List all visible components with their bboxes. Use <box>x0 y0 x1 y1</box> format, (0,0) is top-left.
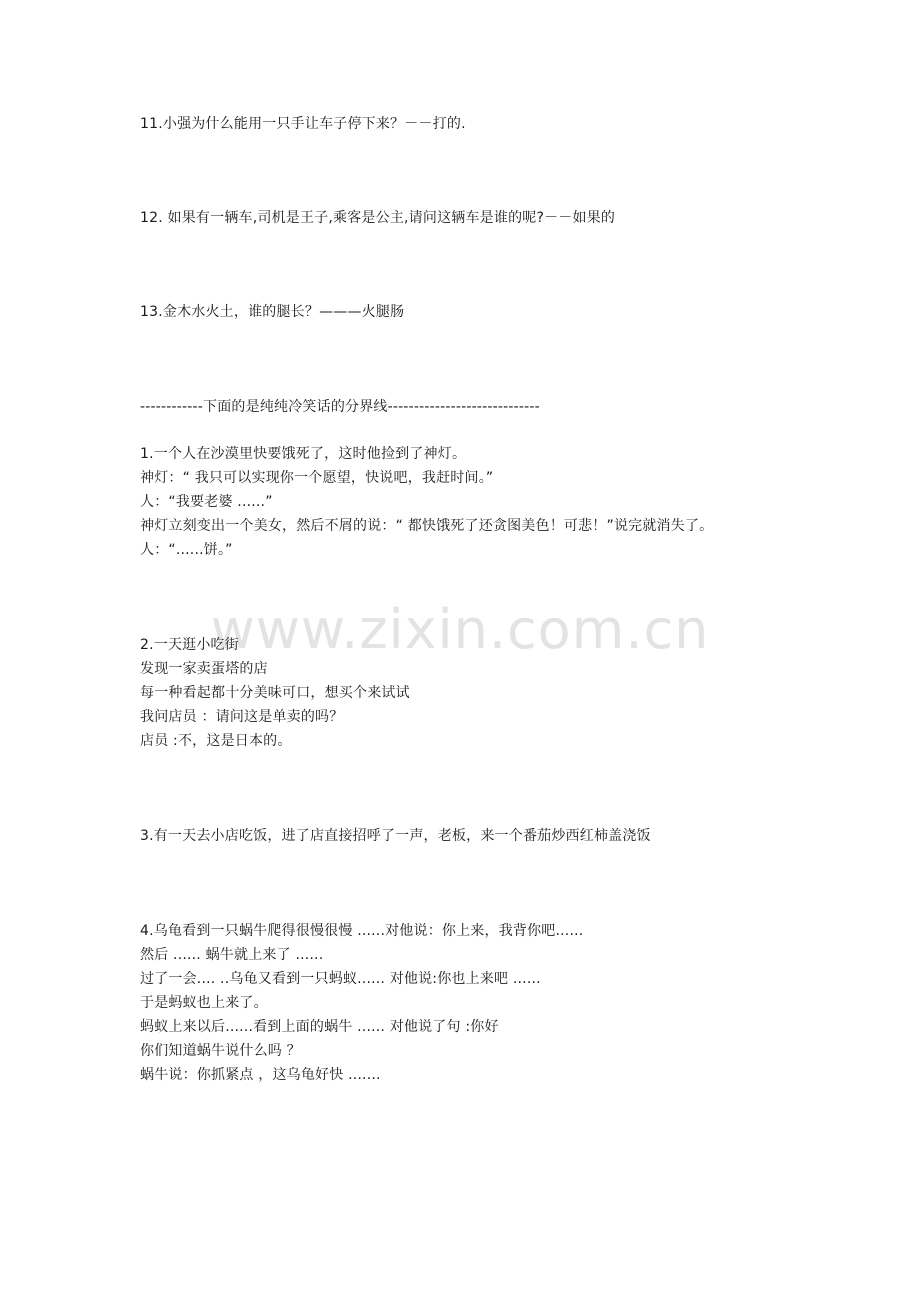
joke-4-line: 蚂蚁上来以后......看到上面的蜗牛 ...... 对他说了句 :你好 <box>140 1019 499 1035</box>
joke-4-line: 蜗牛说：你抓紧点 ，这乌龟好快 ....... <box>140 1067 381 1083</box>
joke-1-line: 人：“我要老婆 ......” <box>140 494 273 510</box>
joke-4-line: 于是蚂蚁也上来了。 <box>140 995 268 1011</box>
riddle-12: 12. 如果有一辆车,司机是王子,乘客是公主,请问这辆车是谁的呢?－－如果的 <box>140 210 616 226</box>
joke-2-line: 每一种看起都十分美味可口，想买个来试试 <box>140 685 410 701</box>
joke-4-line: 4.乌龟看到一只蜗牛爬得很慢很慢 ......对他说：你上来，我背你吧...... <box>140 923 584 939</box>
section-divider: ------------下面的是纯纯冷笑话的分界线----------------------------- <box>140 399 540 415</box>
riddle-11: 11.小强为什么能用一只手让车子停下来？－－打的. <box>140 116 466 132</box>
joke-4-line: 然后 ...... 蜗牛就上来了 ...... <box>140 947 324 963</box>
joke-1-line: 神灯：“ 我只可以实现你一个愿望，快说吧，我赶时间。” <box>140 470 494 486</box>
joke-4-line: 你们知道蜗牛说什么吗 ？ <box>140 1043 301 1059</box>
joke-2-line: 我问店员 ：请问这是单卖的吗？ <box>140 709 344 725</box>
watermark-text: www.zixin.com.cn <box>210 598 710 661</box>
joke-1-line: 神灯立刻变出一个美女，然后不屑的说：“ 都快饿死了还贪图美色！可悲！”说完就消失了。 <box>140 518 714 534</box>
joke-2-line: 发现一家卖蛋塔的店 <box>140 661 268 677</box>
joke-1-line: 1.一个人在沙漠里快要饿死了，这时他捡到了神灯。 <box>140 446 467 462</box>
joke-2-line: 店员 :不，这是日本的。 <box>140 733 292 749</box>
joke-3-line: 3.有一天去小店吃饭，进了店直接招呼了一声，老板，来一个番茄炒西红柿盖浇饭 <box>140 828 651 844</box>
riddle-13: 13.金木水火土，谁的腿长？———火腿肠 <box>140 304 405 320</box>
joke-1-line: 人：“......饼。” <box>140 542 233 558</box>
joke-4-line: 过了一会.... ..乌龟又看到一只蚂蚁...... 对他说:你也上来吧 ...... <box>140 971 541 987</box>
joke-2-line: 2.一天逛小吃街 <box>140 637 239 653</box>
